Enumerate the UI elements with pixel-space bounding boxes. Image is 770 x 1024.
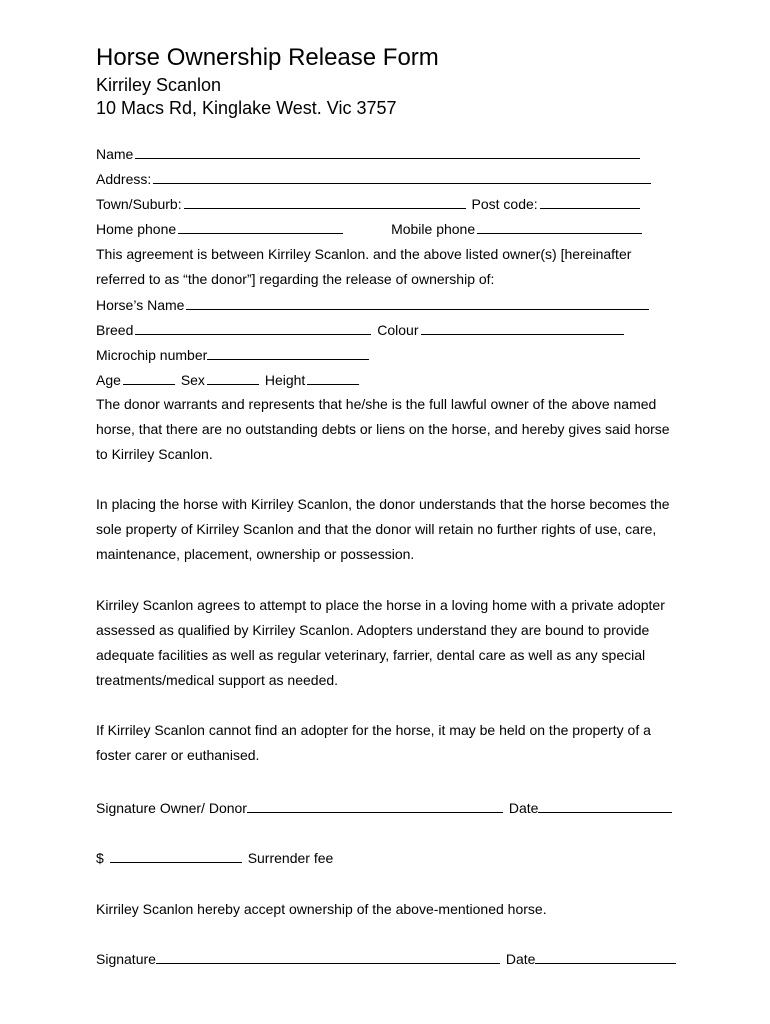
surrender-fee-field[interactable]	[110, 849, 242, 863]
form-title: Horse Ownership Release Form	[96, 44, 439, 71]
agreement-line-2: referred to as “the donor”] regarding the release of ownership of:	[96, 271, 495, 287]
adoption-line: adequate facilities as well as regular veterinary, farrier, dental care as well as any special	[96, 647, 646, 663]
height-label: Height	[264, 372, 306, 388]
microchip-row	[96, 346, 371, 364]
mobile-phone-label: Mobile phone	[391, 221, 476, 237]
age-sex-height-row	[96, 371, 361, 389]
postcode-label: Post code:	[471, 196, 538, 212]
town-row	[96, 195, 642, 213]
horse-name-label: Horse’s Name	[96, 297, 185, 313]
horse-name-field[interactable]	[186, 296, 649, 310]
adoption-paragraph	[96, 593, 696, 693]
surrender-fee-label: Surrender fee	[247, 850, 334, 866]
name-field[interactable]	[135, 145, 640, 159]
postcode-field[interactable]	[540, 195, 640, 209]
microchip-label: Microchip number	[96, 347, 208, 363]
horse-name-row	[96, 296, 651, 314]
breed-field[interactable]	[135, 321, 371, 335]
date-label: Date	[508, 800, 539, 816]
warranty-paragraph	[96, 392, 696, 467]
placement-paragraph	[96, 492, 696, 567]
home-phone-label: Home phone	[96, 221, 177, 237]
adoption-line: treatments/medical support as needed.	[96, 672, 339, 688]
address-field[interactable]	[153, 170, 651, 184]
age-field[interactable]	[123, 371, 175, 385]
phone-row	[96, 220, 644, 238]
placement-line: sole property of Kirriley Scanlon and that the donor will retain no further rights of use, care,	[96, 521, 657, 537]
breed-row	[96, 321, 626, 339]
acceptance-statement: Kirriley Scanlon hereby accept ownership of the above-mentioned horse.	[96, 901, 547, 917]
placement-line: In placing the horse with Kirriley Scanlon, the donor understands that the horse becomes the	[96, 496, 670, 512]
adoption-line: assessed as qualified by Kirriley Scanlon. Adopters understand they are bound to provide	[96, 622, 650, 638]
adoption-line: Kirriley Scanlon agrees to attempt to place the horse in a loving home with a private adopter	[96, 597, 665, 613]
organisation-address: 10 Macs Rd, Kinglake West. Vic 3757	[96, 98, 397, 118]
signature-date-field[interactable]	[535, 950, 676, 964]
colour-field[interactable]	[421, 321, 624, 335]
owner-signature-row	[96, 799, 674, 817]
town-label: Town/Suburb:	[96, 196, 182, 212]
signature-row	[96, 950, 678, 968]
home-phone-field[interactable]	[178, 220, 343, 234]
warranty-line: The donor warrants and represents that he/she is the full lawful owner of the above named	[96, 396, 657, 412]
no-adopter-line: foster carer or euthanised.	[96, 747, 260, 763]
microchip-field[interactable]	[207, 346, 369, 360]
signature-field[interactable]	[156, 950, 500, 964]
warranty-line: horse, that there are no outstanding debts or liens on the horse, and hereby gives said horse	[96, 421, 670, 437]
placement-line: maintenance, placement, ownership or possession.	[96, 546, 415, 562]
agreement-line-1: This agreement is between Kirriley Scanlon. and the above listed owner(s) [hereinafter	[96, 246, 632, 262]
owner-signature-label: Signature Owner/ Donor	[96, 800, 247, 816]
town-field[interactable]	[184, 195, 466, 209]
signature-label: Signature	[96, 951, 156, 967]
sex-label: Sex	[180, 372, 205, 388]
mobile-phone-field[interactable]	[477, 220, 642, 234]
colour-label: Colour	[377, 322, 419, 338]
date-label: Date	[505, 951, 536, 967]
no-adopter-line: If Kirriley Scanlon cannot find an adopter for the horse, it may be held on the property of a	[96, 722, 651, 738]
surrender-fee-row	[96, 849, 333, 867]
dollar-sign: $	[96, 850, 104, 866]
breed-label: Breed	[96, 322, 134, 338]
organisation-name: Kirriley Scanlon	[96, 75, 222, 95]
owner-signature-field[interactable]	[247, 799, 503, 813]
age-label: Age	[96, 372, 121, 388]
height-field[interactable]	[307, 371, 359, 385]
sex-field[interactable]	[207, 371, 259, 385]
owner-date-field[interactable]	[538, 799, 672, 813]
address-row	[96, 170, 653, 188]
no-adopter-paragraph	[96, 718, 696, 768]
warranty-line: to Kirriley Scanlon.	[96, 446, 213, 462]
address-label: Address:	[96, 171, 152, 187]
name-row	[96, 145, 642, 163]
name-label: Name	[96, 146, 134, 162]
